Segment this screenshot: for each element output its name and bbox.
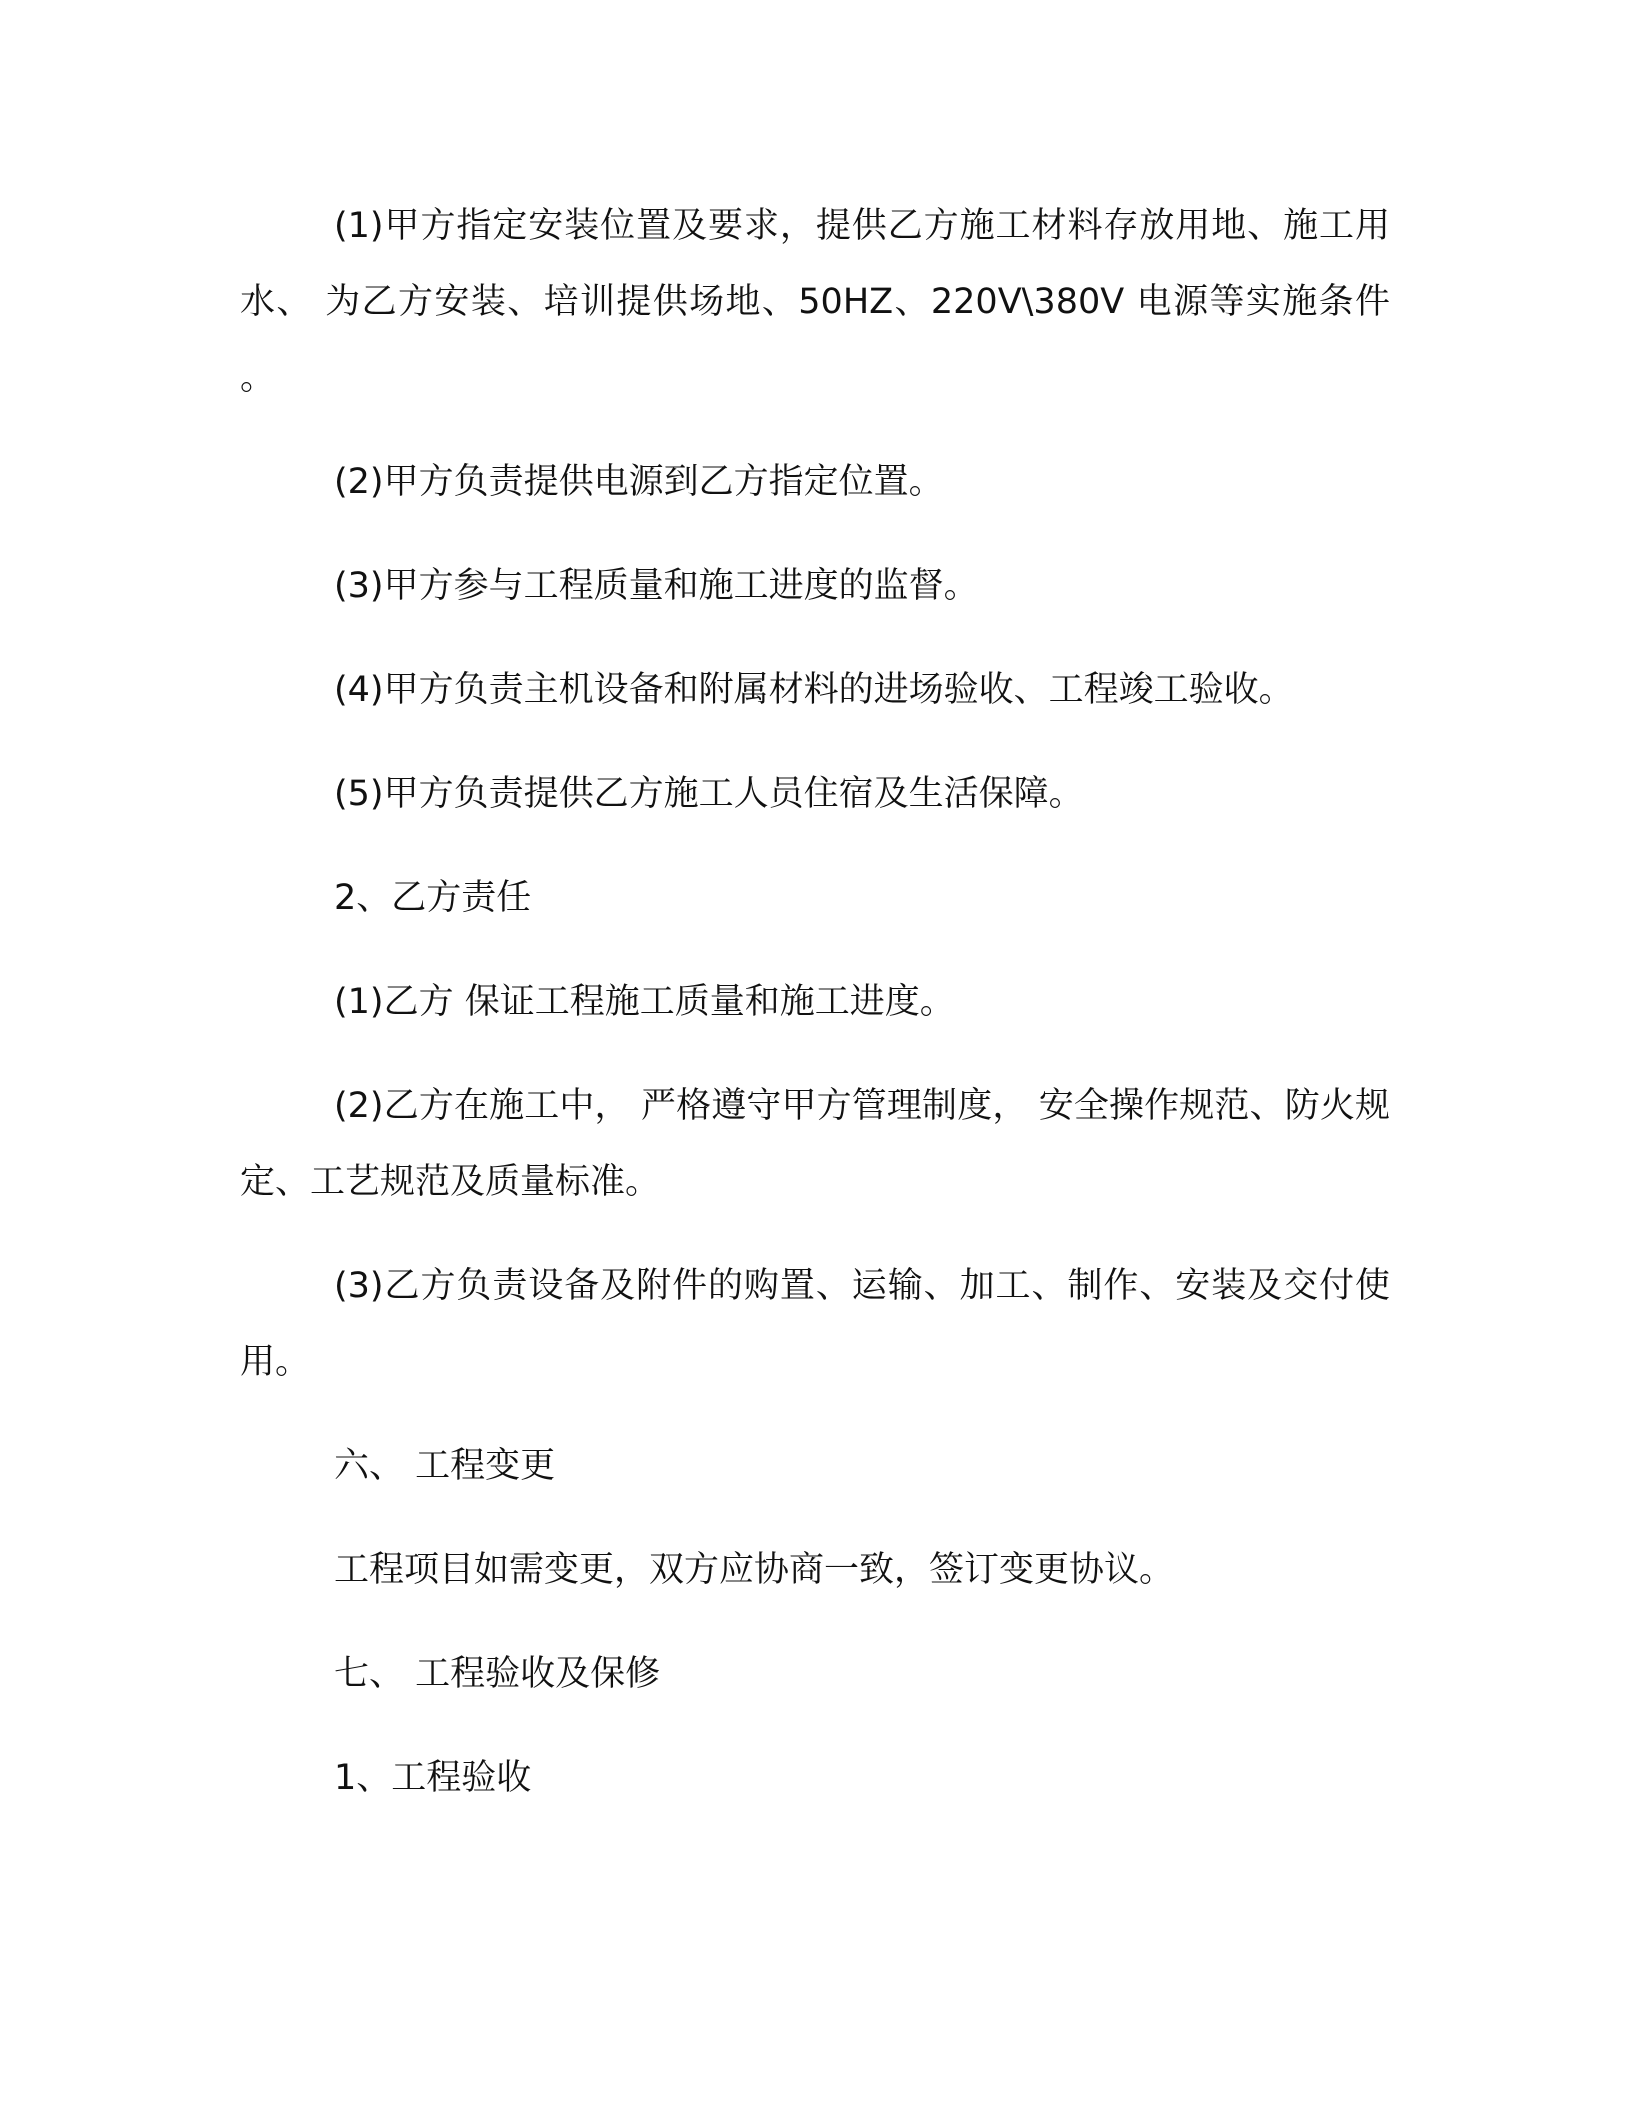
heading-party-b-responsibility: 2、乙方责任	[334, 878, 532, 918]
paragraph-party-b-2: (2)乙方在施工中， 严格遵守甲方管理制度， 安全操作规范、防火规定、工艺规范及质量标准。	[240, 1086, 1390, 1202]
paragraph-party-a-4: (4)甲方负责主机设备和附属材料的进场验收、工程竣工验收。	[334, 670, 1294, 710]
paragraph-party-a-3: (3)甲方参与工程质量和施工进度的监督。	[334, 566, 979, 606]
heading-section-seven: 七、 工程验收及保修	[334, 1654, 661, 1694]
paragraph-party-b-3: (3)乙方负责设备及附件的购置、运输、加工、制作、安装及交付使用。	[240, 1266, 1390, 1382]
paragraph-party-a-2: (2)甲方负责提供电源到乙方指定位置。	[334, 462, 944, 502]
heading-acceptance: 1、工程验收	[334, 1758, 532, 1798]
paragraph-party-a-5: (5)甲方负责提供乙方施工人员住宿及生活保障。	[334, 774, 1084, 814]
heading-section-six: 六、 工程变更	[334, 1446, 556, 1486]
paragraph-party-a-1: (1)甲方指定安装位置及要求，提供乙方施工材料存放用地、施工用水、 为乙方安装、培训提供场地、50HZ、220V\380V 电源等实施条件 。	[240, 206, 1390, 398]
paragraph-party-b-1: (1)乙方 保证工程施工质量和施工进度。	[334, 982, 955, 1022]
paragraph-project-change: 工程项目如需变更，双方应协商一致，签订变更协议。	[334, 1550, 1175, 1590]
document-body	[240, 188, 1390, 1844]
